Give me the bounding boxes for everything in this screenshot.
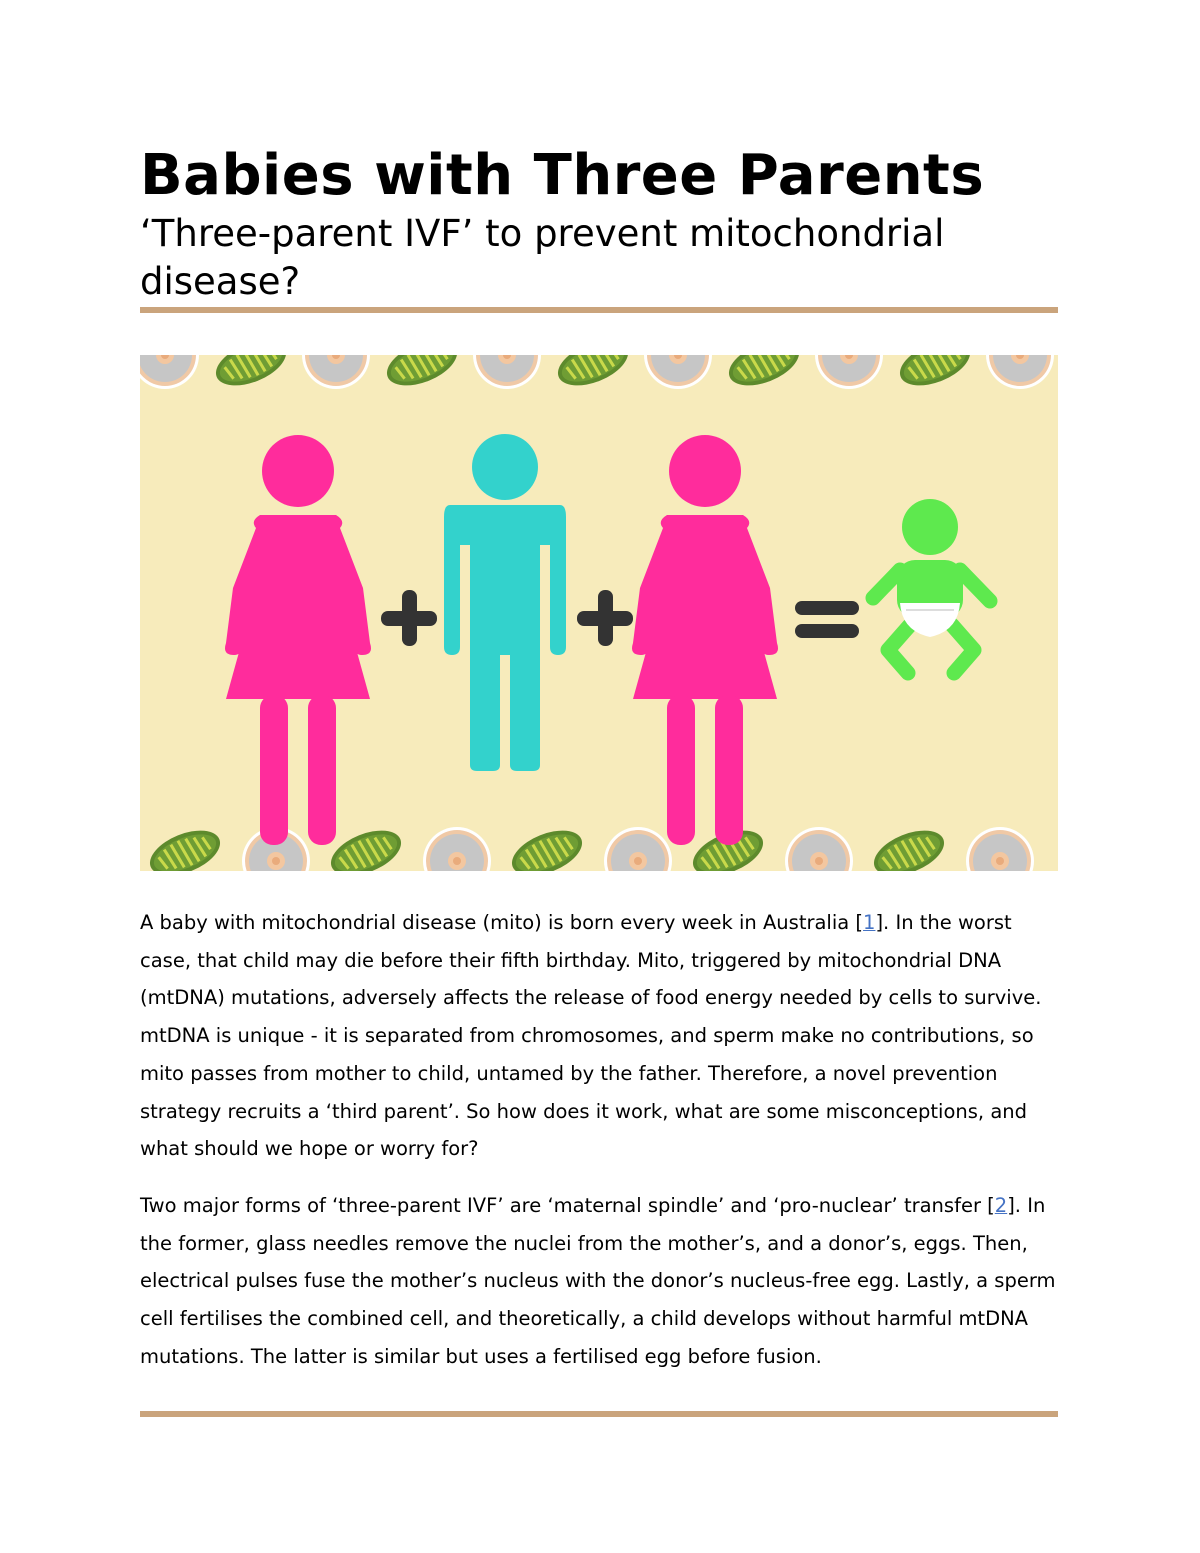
paragraph-text: A baby with mitochondrial disease (mito) is born every week in Australia [ <box>140 911 864 934</box>
article-body <box>140 904 1058 1394</box>
reference-link-2[interactable]: 2 <box>994 1193 1008 1217</box>
paragraph-text: Two major forms of ‘three-parent IVF’ are ‘maternal spindle’ and ‘pro-nuclear’ transfer [ <box>140 1193 995 1217</box>
reference-link-1[interactable]: 1 <box>863 911 876 934</box>
bottom-divider <box>140 1411 1058 1417</box>
paragraph-text: ]. In the former, glass needles remove the nuclei from the mother’s, and a donor’s, eggs. Then, electrical pulses fuse the mother’s nucleus with the donor’s nucleus-free egg. Lastly, a sperm cell fertilises the combined cell, and theoretically, a child develops without harmful mtDNA mutations. The latter is similar but uses a fertilised egg before fusion. <box>140 1193 1056 1368</box>
page-title: Babies with Three Parents <box>140 143 985 208</box>
three-parent-illustration <box>140 355 1058 871</box>
paragraph-2 <box>140 1187 1058 1376</box>
paragraph-1 <box>140 904 1058 1168</box>
page-subtitle: ‘Three-parent IVF’ to prevent mitochondrial disease? <box>140 212 945 303</box>
top-divider <box>140 307 1058 313</box>
paragraph-text: ]. In the worst case, that child may die before their fifth birthday. Mito, triggered by mitochondrial DNA (mtDNA) mutations, adversely affects the release of food energy needed by cells to survive. mtDNA is unique - it is separated from chromosomes, and sperm make no contributions, so mito passes from mother to child, untamed by the father. Therefore, a novel prevention strategy recruits a ‘third parent’. So how does it work, what are some misconceptions, and what should we hope or worry for? <box>140 911 1042 1161</box>
